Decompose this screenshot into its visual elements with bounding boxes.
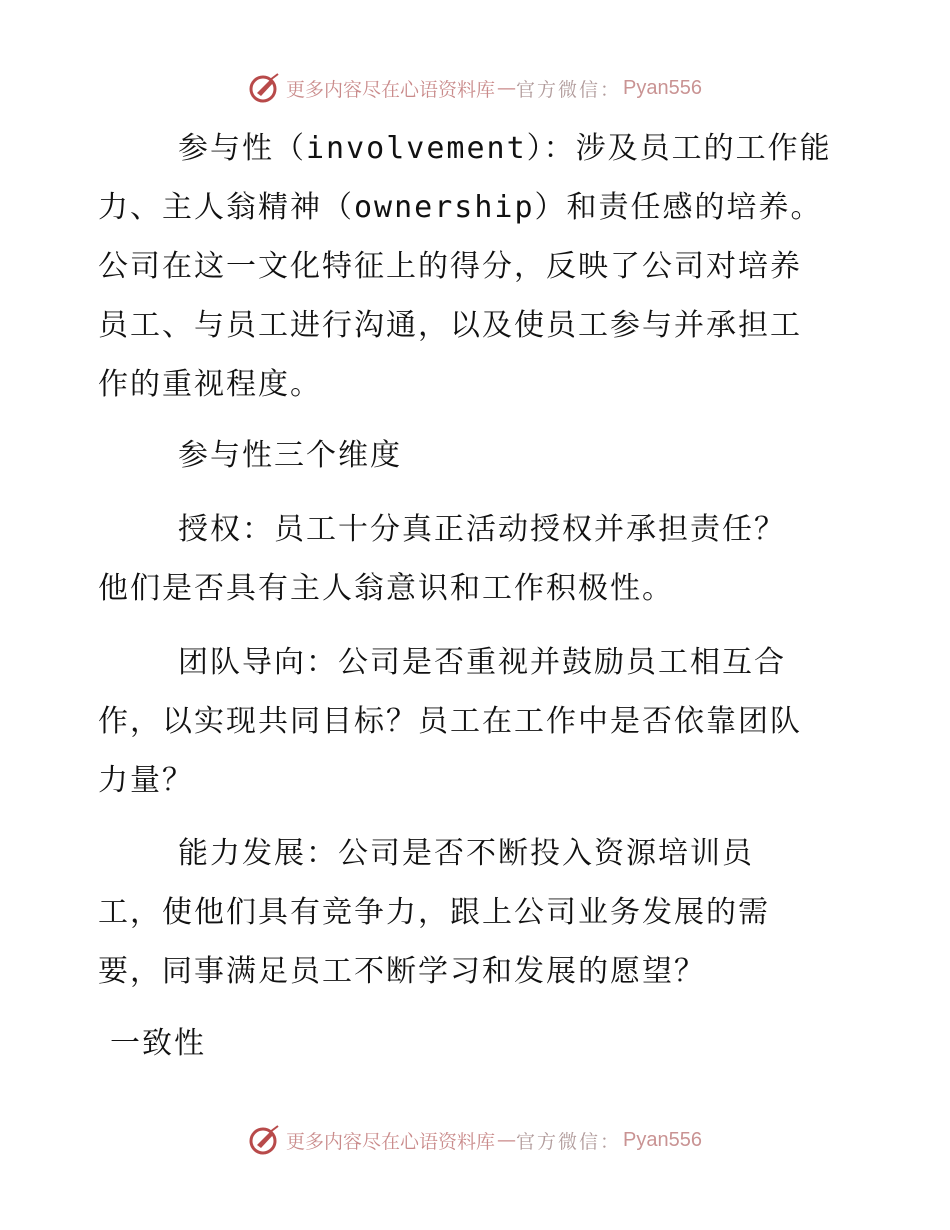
watermark-text: 更多内容尽在心语资料库 bbox=[286, 1130, 496, 1153]
watermark-label: 官方微信： bbox=[516, 1130, 622, 1153]
watermark-text: 更多内容尽在心语资料库 bbox=[286, 78, 496, 101]
paragraph-capability-development bbox=[98, 824, 850, 1001]
text-line: 能力发展：公司是否不断投入资源培训员 bbox=[178, 836, 754, 871]
text-line: 公司在这一文化特征上的得分，反映了公司对培养 bbox=[98, 249, 802, 284]
text-line: 参与性三个维度 bbox=[178, 438, 402, 473]
header-watermark bbox=[0, 70, 950, 106]
text-line: 作，以实现共同目标？员工在工作中是否依靠团队 bbox=[98, 704, 802, 739]
footer-watermark bbox=[0, 1122, 950, 1158]
text-line: 力量？ bbox=[98, 763, 194, 798]
text-line: 员工、与员工进行沟通，以及使员工参与并承担工 bbox=[98, 308, 802, 343]
paragraph-team-orientation bbox=[98, 633, 850, 810]
watermark-dash: — bbox=[497, 1129, 515, 1151]
watermark-id: Pyan556 bbox=[623, 1128, 702, 1151]
watermark-dash: — bbox=[497, 77, 515, 99]
text-line: 一致性 bbox=[110, 1026, 206, 1061]
text-line: 力、主人翁精神（ownership）和责任感的培养。 bbox=[98, 190, 823, 225]
pen-logo-icon bbox=[248, 1123, 282, 1157]
text-line: 授权：员工十分真正活动授权并承担责任？ bbox=[178, 512, 786, 547]
pen-logo-icon bbox=[248, 71, 282, 105]
watermark-id: Pyan556 bbox=[623, 76, 702, 99]
paragraph-dimensions-heading bbox=[98, 426, 850, 485]
text-line: 团队导向：公司是否重视并鼓励员工相互合 bbox=[178, 645, 786, 680]
text-line: 参与性（involvement）：涉及员工的工作能 bbox=[178, 131, 832, 166]
paragraph-empowerment bbox=[98, 500, 850, 618]
text-line: 要，同事满足员工不断学习和发展的愿望？ bbox=[98, 954, 706, 989]
paragraph-involvement bbox=[98, 119, 850, 414]
watermark-label: 官方微信： bbox=[516, 78, 622, 101]
text-line: 作的重视程度。 bbox=[98, 367, 322, 402]
text-line: 工，使他们具有竞争力，跟上公司业务发展的需 bbox=[98, 895, 770, 930]
section-heading-consistency bbox=[98, 1014, 850, 1073]
text-line: 他们是否具有主人翁意识和工作积极性。 bbox=[98, 571, 674, 606]
